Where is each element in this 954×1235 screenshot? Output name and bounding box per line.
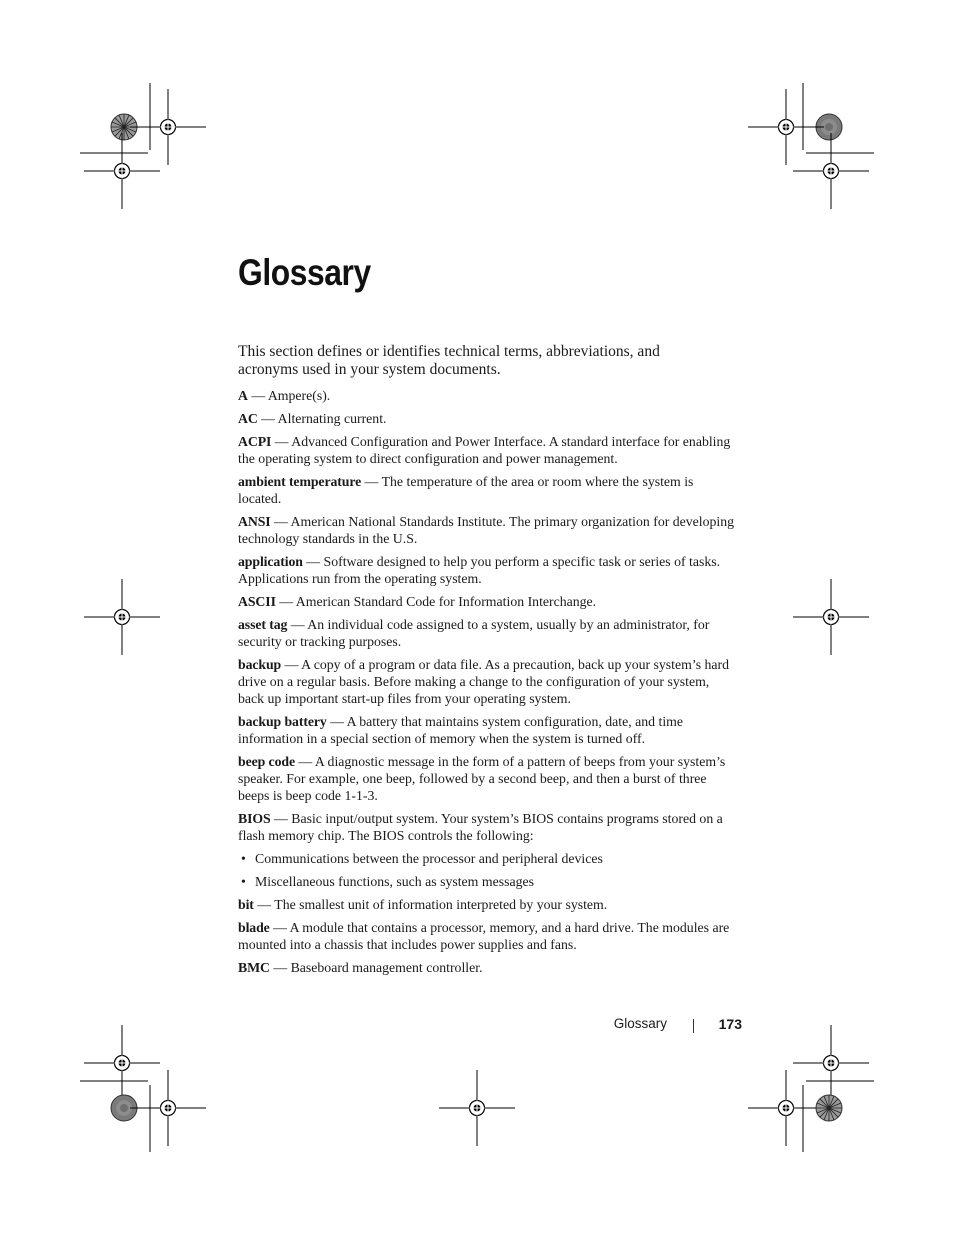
entry-term: beep code [238, 754, 295, 769]
entry-definition: Software designed to help you perform a specific task or series of tasks. Applications run from the operating system. [238, 554, 721, 586]
glossary-entry-ansi [238, 513, 738, 547]
footer-divider [693, 1019, 694, 1033]
glossary-entry-bmc [238, 959, 738, 976]
bottom-right-starburst [816, 1095, 842, 1121]
bullet-dot: • [241, 851, 246, 866]
entry-separator: — [269, 920, 290, 935]
glossary-entry-backup [238, 656, 738, 707]
entry-separator: — [361, 474, 382, 489]
entry-definition: Basic input/output system. Your system’s BIOS contains programs stored on a flash memory chip. The BIOS controls the following: [238, 811, 723, 843]
glossary-entry-bios [238, 810, 738, 844]
entry-separator: — [287, 617, 308, 632]
bullet-text: Miscellaneous functions, such as system messages [255, 874, 534, 889]
bullet-text: Communications between the processor and peripheral devices [255, 851, 603, 866]
entry-separator: — [270, 811, 292, 826]
footer-section-label: Glossary [613, 1016, 667, 1031]
footer-page-number: 173 [718, 1016, 742, 1032]
entry-separator: — [326, 714, 347, 729]
glossary-entry-ascii [238, 593, 738, 610]
glossary-entry-blade [238, 919, 738, 953]
bottom-center-crosshair [439, 1070, 515, 1146]
entry-definition: A diagnostic message in the form of a pattern of beeps from your system’s speaker. For example, one beep, followed by a second beep, and then a burst of three beeps is beep code 1-1-3. [238, 754, 726, 803]
entry-separator: — [269, 960, 291, 975]
entry-definition: Baseboard management controller. [290, 960, 483, 975]
entry-term: ambient temperature [238, 474, 362, 489]
entry-term: A [238, 388, 248, 403]
bottom-right-side-crosshair [793, 1025, 869, 1101]
entry-definition: Alternating current. [277, 411, 387, 426]
entry-term: ANSI [238, 514, 271, 529]
entry-term: AC [238, 411, 258, 426]
entry-separator: — [271, 434, 292, 449]
entry-definition: A copy of a program or data file. As a precaution, back up your system’s hard drive on a regular basis. Before making a change to the configuration of your system, back up important start-up files from your operating system. [238, 657, 730, 706]
bullet-dot: • [241, 874, 246, 889]
glossary-entries [238, 387, 738, 982]
bottom-left-side-crosshair [84, 1025, 160, 1101]
entry-separator: — [247, 388, 268, 403]
glossary-entry-ac [238, 410, 738, 427]
glossary-entry-backup-battery [238, 713, 738, 747]
entry-definition: The smallest unit of information interpreted by your system. [274, 897, 608, 912]
entry-term: ASCII [238, 594, 276, 609]
entry-term: blade [238, 920, 270, 935]
glossary-entry-ambient-temperature [238, 473, 738, 507]
bullet-item [238, 850, 738, 867]
entry-term: backup battery [238, 714, 327, 729]
entry-separator: — [257, 411, 278, 426]
entry-separator: — [253, 897, 275, 912]
entry-term: backup [238, 657, 282, 672]
glossary-entry-bit [238, 896, 738, 913]
top-right-crosshair [748, 89, 824, 165]
entry-term: BMC [238, 960, 270, 975]
top-right-side-crosshair [793, 133, 869, 209]
middle-left-crosshair [84, 579, 160, 655]
entry-separator: — [281, 657, 302, 672]
entry-separator: — [270, 514, 291, 529]
entry-separator: — [275, 594, 296, 609]
entry-definition: American National Standards Institute. The primary organization for developing technology standards in the U.S. [238, 514, 735, 546]
glossary-entry-application [238, 553, 738, 587]
entry-definition: The temperature of the area or room where the system is located. [238, 474, 694, 506]
entry-term: asset tag [238, 617, 288, 632]
bios-bullet-list [238, 850, 738, 890]
entry-separator: — [294, 754, 315, 769]
glossary-entry-a [238, 387, 738, 404]
page-footer [560, 1016, 742, 1036]
middle-right-crosshair [793, 579, 869, 655]
entry-definition: A battery that maintains system configuration, date, and time information in a special section of memory when the system is turned off. [238, 714, 684, 746]
entry-definition: Advanced Configuration and Power Interface. A standard interface for enabling the operating system to direct configuration and power management. [238, 434, 731, 466]
entry-definition: A module that contains a processor, memory, and a hard drive. The modules are mounted into a chassis that includes power supplies and fans. [238, 920, 730, 952]
glossary-entry-acpi [238, 433, 738, 467]
entry-term: BIOS [238, 811, 271, 826]
entry-definition: American Standard Code for Information Interchange. [295, 594, 597, 609]
glossary-entry-beep-code [238, 753, 738, 804]
intro-paragraph: This section defines or identifies technical terms, abbreviations, and acronyms used in your system documents. [238, 343, 660, 378]
top-left-side-crosshair [84, 133, 160, 209]
entry-term: bit [238, 897, 254, 912]
entry-definition: An individual code assigned to a system, usually by an administrator, for security or tracking purposes. [238, 617, 710, 649]
entry-separator: — [302, 554, 324, 569]
entry-term: application [238, 554, 303, 569]
top-left-crosshair [130, 89, 206, 165]
page-title: Glossary [238, 252, 371, 293]
entry-term: ACPI [238, 434, 272, 449]
glossary-entry-asset-tag [238, 616, 738, 650]
bullet-item [238, 873, 738, 890]
entry-definition: Ampere(s). [267, 388, 331, 403]
